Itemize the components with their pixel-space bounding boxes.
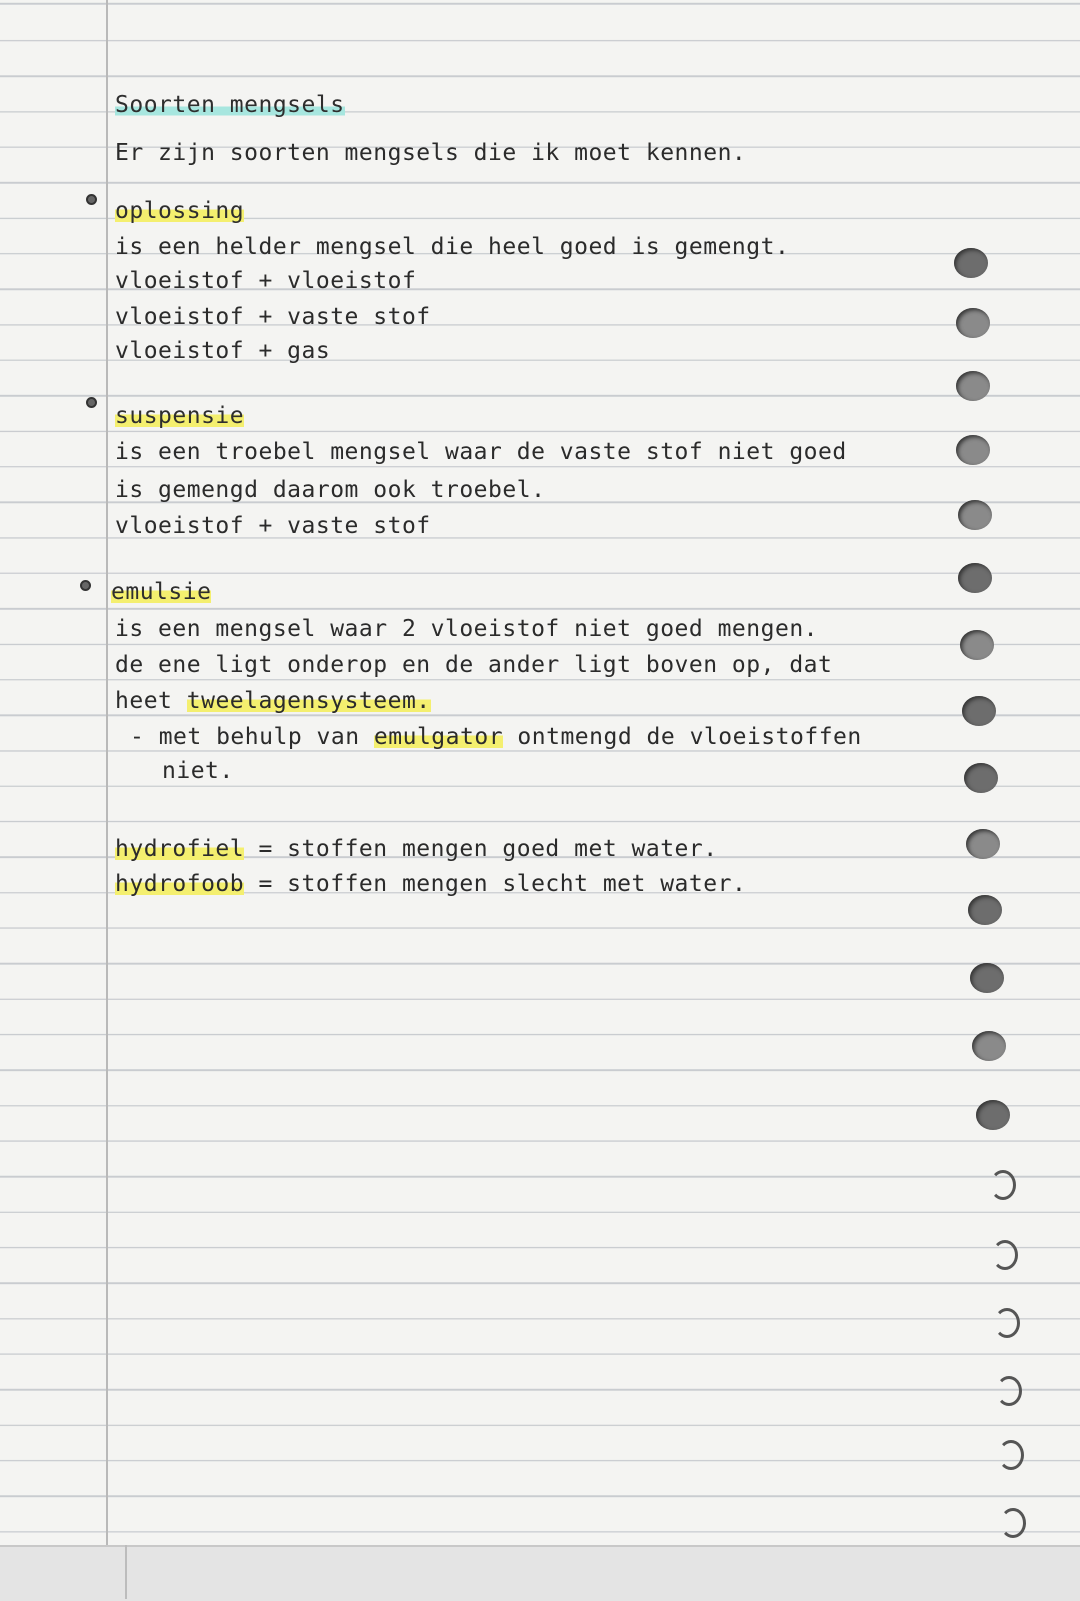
suspensie-line-1: is een troebel mengsel waar de vaste stof niet goed [115, 439, 847, 465]
margin-line [106, 0, 108, 1560]
binder-hole [970, 963, 1004, 993]
page-bottom-edge [0, 1545, 1080, 1601]
emulsie-line-3 [115, 686, 431, 716]
heading-emulsie [111, 577, 211, 607]
binder-hole [972, 1031, 1006, 1061]
emulsie-ontmengd: ontmengd de vloeistoffen [517, 724, 862, 750]
binder-hole [956, 371, 990, 401]
suspensie-line-3: vloeistof + vaste stof [115, 513, 431, 539]
binder-hole [960, 630, 994, 660]
emulsie-heet: heet [115, 688, 173, 714]
binder-hole [956, 435, 990, 465]
oplossing-line-1: is een helder mengsel die heel goed is gemengt. [115, 234, 790, 260]
bottom-margin-mark [125, 1545, 127, 1599]
binder-hole [958, 500, 992, 530]
bullet-oplossing [86, 194, 97, 205]
binder-hole [962, 696, 996, 726]
torn-binder-hole [1000, 1508, 1026, 1538]
emulsie-line-1: is een mengsel waar 2 vloeistof niet goed mengen. [115, 616, 819, 642]
definition-hydrofoob [115, 869, 746, 899]
torn-binder-hole [990, 1170, 1016, 1200]
term-hydrofiel: hydrofiel [115, 836, 245, 862]
heading-oplossing-text: oplossing [115, 198, 245, 224]
torn-binder-hole [998, 1440, 1024, 1470]
emulsie-line-4 [130, 722, 862, 752]
binder-hole [968, 895, 1002, 925]
binder-hole [966, 829, 1000, 859]
definition-hydrofiel [115, 834, 718, 864]
emulsie-line-5: niet. [162, 758, 234, 784]
title-text: Soorten mengsels [115, 92, 345, 118]
oplossing-line-2: vloeistof + vloeistof [115, 268, 417, 294]
binder-hole [954, 248, 988, 278]
binder-hole [964, 763, 998, 793]
binder-hole [956, 308, 990, 338]
emulsie-line-2: de ene ligt onderop en de ander ligt boven op, dat [115, 652, 833, 678]
binder-hole [976, 1100, 1010, 1130]
bullet-suspensie [86, 397, 97, 408]
text-hydrofiel: = stoffen mengen goed met water. [258, 836, 718, 862]
emulsie-emulgator: emulgator [373, 724, 504, 750]
torn-binder-hole [994, 1308, 1020, 1338]
binder-hole [958, 563, 992, 593]
text-hydrofoob: = stoffen mengen slecht met water. [258, 871, 747, 897]
oplossing-line-3: vloeistof + vaste stof [115, 304, 431, 330]
emulsie-tweelagensysteem: tweelagensysteem. [186, 688, 431, 714]
torn-binder-hole [992, 1240, 1018, 1270]
suspensie-line-2: is gemengd daarom ook troebel. [115, 477, 546, 503]
torn-binder-hole [996, 1376, 1022, 1406]
heading-emulsie-text: emulsie [111, 579, 212, 605]
heading-suspensie [115, 401, 244, 431]
emulsie-met-behulp: - met behulp van [130, 724, 360, 750]
intro-text: Er zijn soorten mengsels die ik moet kennen. [115, 140, 747, 166]
oplossing-line-4: vloeistof + gas [115, 338, 331, 364]
heading-oplossing [115, 196, 244, 226]
heading-suspensie-text: suspensie [115, 403, 245, 429]
term-hydrofoob: hydrofoob [115, 871, 245, 897]
page-title [115, 90, 345, 120]
bullet-emulsie [80, 580, 91, 591]
